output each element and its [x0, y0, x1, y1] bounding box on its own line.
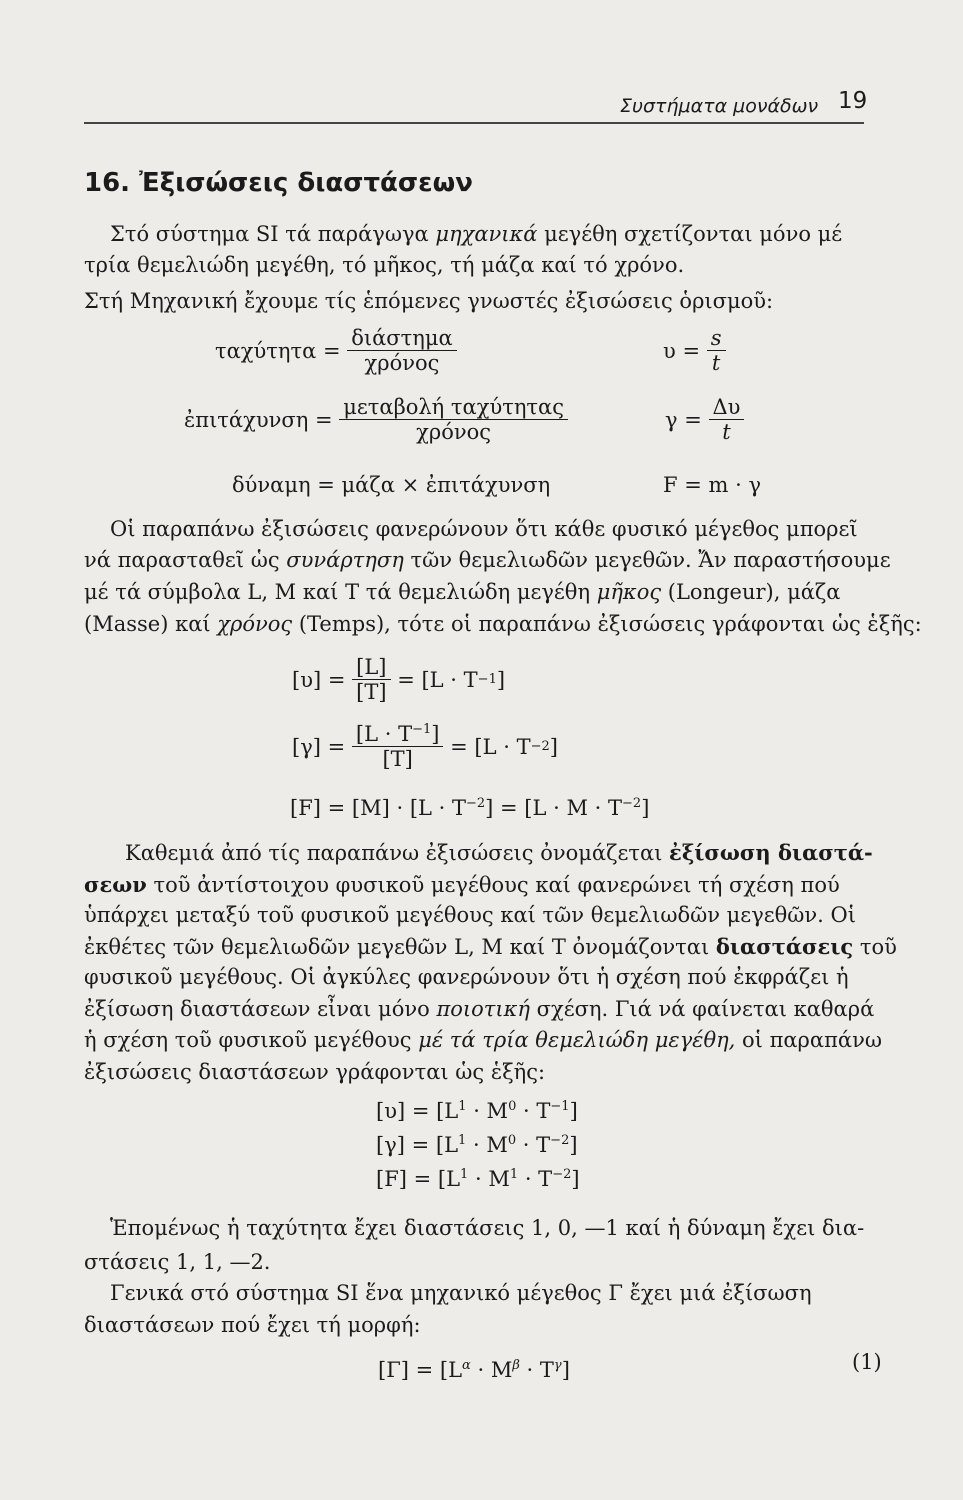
para3-line-3: ὑπάρχει μεταξύ τοῦ φυσικοῦ μεγέθους καί τῶν θεμελιωδῶν μεγεθῶν. Οἱ [84, 903, 856, 927]
force-dim-equation: $[F] = [M] \cdot [L \cdot T^{-2}] = [L \cdot M \cdot T^{-2}]$ [290, 796, 650, 820]
para2-line-3: μέ τά σύμβολα L, M καί T τά θεμελιώδη μεγέθη μῆκος (Longeur), μάζα [84, 580, 841, 604]
acceleration-full-dims: $[\gamma] = [L^1 \cdot M^0 \cdot T^{-2}]$ [376, 1133, 578, 1157]
para2-line-2: νά παρασταθεῖ ὡς συνάρτηση τῶν θεμελιωδῶν μεγεθῶν. Ἄν παραστήσουμε [84, 548, 891, 572]
para5-line-2: διαστάσεων πού ἔχει τή μορφή: [84, 1313, 421, 1337]
para5-line-1: Γενικά στό σύστημα SI ἕνα μηχανικό μέγεθος Γ ἔχει μιά ἐξίσωση [110, 1281, 812, 1305]
force-full-dims: $[F] = [L^1 \cdot M^1 \cdot T^{-2}]$ [376, 1167, 580, 1191]
equation-label: (1) [852, 1350, 882, 1374]
acceleration-dim-equation: [γ] = $\frac{[L \cdot T^{-1}]}{[T]}$ = [L · T −2 ] [292, 722, 558, 772]
intro-line-1: Στό σύστημα SI τά παράγωγα μηχανικά μεγέθη σχετίζονται μόνο μέ [110, 222, 843, 246]
page-number: 19 [838, 88, 868, 114]
para3-line-6: ἐξίσωση διαστάσεων εἶναι μόνο ποιοτική σχέση. Γιά νά φαίνεται καθαρά [84, 997, 875, 1021]
intro-line-3: Στή Μηχανική ἔχουμε τίς ἑπόμενες γνωστές ἐξισώσεις ὁρισμοῦ: [84, 289, 774, 313]
para4-line-1: Ἑπομένως ἡ ταχύτητα ἔχει διαστάσεις 1, 0, —1 καί ἡ δύναμη ἔχει δια- [110, 1216, 865, 1240]
velocity-full-dims: $[\upsilon] = [L^1 \cdot M^0 \cdot T^{-1}]$ [376, 1099, 578, 1123]
velocity-definition: ταχύτητα = $\frac{\text{διάστημα}}{\text{χρόνος}}$ [215, 326, 457, 375]
header-rule [84, 122, 864, 124]
para3-line-1: Καθεμιά ἀπό τίς παραπάνω ἐξισώσεις ὀνομάζεται ἐξίσωση διαστά- [125, 840, 873, 865]
section-title: Ἐξισώσεις διαστάσεων [139, 168, 473, 198]
section-number: 16. [84, 168, 131, 198]
velocity-dim-equation: [υ] = $\frac{[L]}{[T]}$ = [L · T −1 ] [292, 655, 506, 705]
force-symbolic: F = m · γ [663, 473, 762, 497]
para3-line-8: ἐξισώσεις διαστάσεων γράφονται ὡς ἑξῆς: [84, 1060, 546, 1084]
intro-line-2: τρία θεμελιώδη μεγέθη, τό μῆκος, τή μάζα καί τό χρόνο. [84, 253, 685, 277]
para4-line-2: στάσεις 1, 1, —2. [84, 1250, 271, 1274]
section-heading [84, 168, 473, 198]
acceleration-definition: ἐπιτάχυνση = $\frac{\text{μεταβολή ταχύτητας}}{\text{χρόνος}}$ [184, 395, 568, 444]
velocity-symbolic: υ = $\frac{s}{t}$ [663, 326, 726, 375]
force-definition: δύναμη = μάζα × ἐπιτάχυνση [232, 473, 551, 497]
running-title: Συστήματα μονάδων [620, 95, 819, 117]
para2-line-4: (Masse) καί χρόνος (Temps), τότε οἱ παραπάνω ἐξισώσεις γράφονται ὡς ἑξῆς: [84, 612, 922, 636]
para3-line-2: σεων τοῦ ἀντίστοιχου φυσικοῦ μεγέθους καί φανερώνει τή σχέση πού [84, 872, 840, 897]
para3-line-7: ἡ σχέση τοῦ φυσικοῦ μεγέθους μέ τά τρία θεμελιώδη μεγέθη, οἱ παραπάνω [84, 1028, 882, 1052]
acceleration-symbolic: γ = $\frac{\Delta\upsilon}{t}$ [665, 395, 744, 444]
para2-line-1: Οἱ παραπάνω ἐξισώσεις φανερώνουν ὅτι κάθε φυσικό μέγεθος μπορεῖ [110, 517, 858, 541]
general-dim-equation: $[\Gamma] = [L^\alpha \cdot M^\beta \cdot T^\gamma]$ [378, 1358, 570, 1382]
para3-line-4: ἐκθέτες τῶν θεμελιωδῶν μεγεθῶν L, M καί T ὀνομάζονται διαστάσεις τοῦ [84, 934, 897, 959]
para3-line-5: φυσικοῦ μεγέθους. Οἱ ἀγκύλες φανερώνουν ὅτι ἡ σχέση πού ἐκφράζει ἡ [84, 965, 849, 989]
